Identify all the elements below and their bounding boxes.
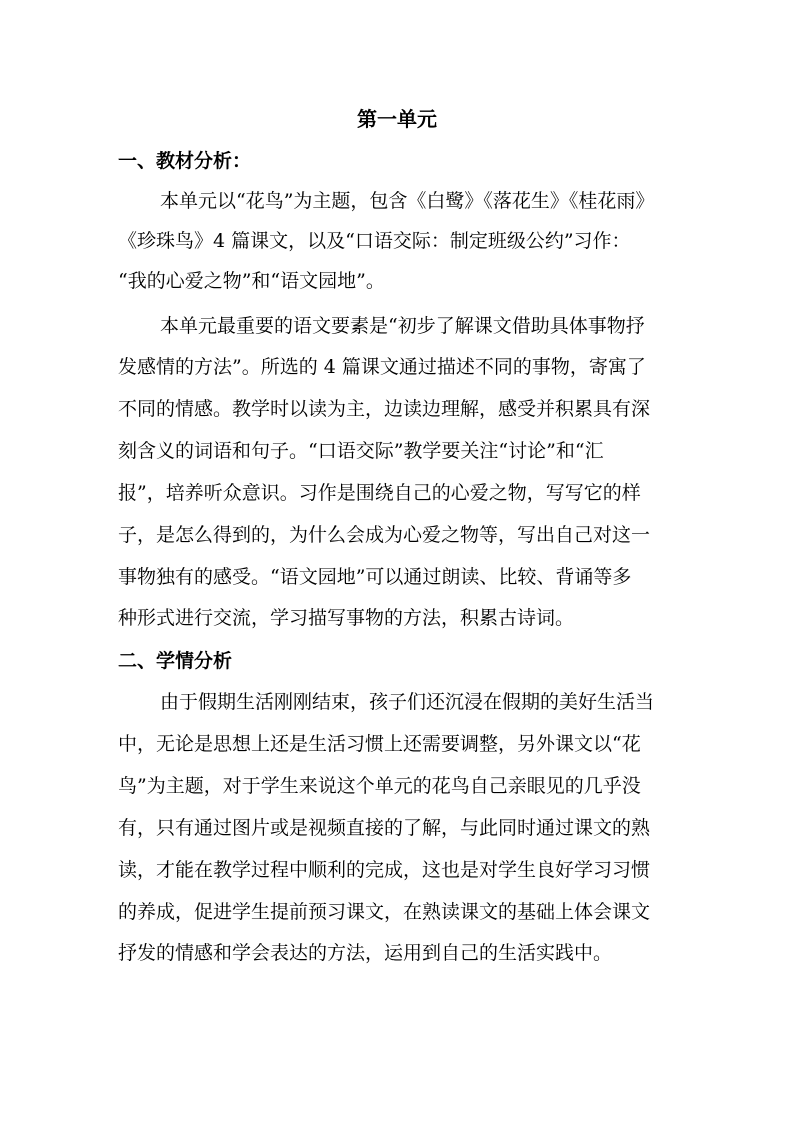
text-line: 本单元以“花鸟”为主题，包含《白鹭》《落花生》《桂花雨》 [160, 190, 655, 212]
text-line: 由于假期生活刚刚结束，孩子们还沉浸在假期的美好生活当 [160, 691, 655, 713]
text-line: 发感情的方法”。所选的 4 篇课文通过描述不同的事物，寄寓了 [118, 356, 646, 378]
text-line: “我的心爱之物”和“语文园地”。 [118, 270, 385, 292]
page-title: 第一单元 [357, 107, 437, 131]
text-line: 报”，培养听众意识。习作是围绕自己的心爱之物，写写它的样 [118, 482, 641, 504]
text-line: 抒发的情感和学会表达的方法，运用到自己的生活实践中。 [118, 942, 613, 964]
text-line: 鸟”为主题，对于学生来说这个单元的花鸟自己亲眼见的几乎没 [118, 775, 641, 797]
text-line: 的养成，促进学生提前预习课文，在熟读课文的基础上体会课文 [118, 901, 651, 923]
text-line: 《珍珠鸟》4 篇课文，以及“口语交际：制定班级公约”习作： [118, 230, 631, 252]
text-line: 事物独有的感受。“语文园地”可以通过朗读、比较、背诵等多 [118, 566, 632, 588]
text-line: 有，只有通过图片或是视频直接的了解，与此同时通过课文的熟 [118, 817, 651, 839]
text-line: 中，无论是思想上还是生活习惯上还需要调整，另外课文以“花 [118, 733, 641, 755]
section-heading-student-analysis: 二、学情分析 [118, 650, 233, 672]
text-line: 读，才能在教学过程中顺利的完成，这也是对学生良好学习习惯 [118, 859, 651, 881]
text-line: 子，是怎么得到的，为什么会成为心爱之物等，写出自己对这一 [118, 524, 651, 546]
text-line: 本单元最重要的语文要素是“初步了解课文借助具体事物抒 [160, 315, 645, 337]
text-line: 不同的情感。教学时以读为主，边读边理解，感受并积累具有深 [118, 398, 651, 420]
text-line: 种形式进行交流，学习描写事物的方法，积累古诗词。 [118, 607, 575, 629]
section-heading-textbook-analysis: 一、教材分析： [118, 150, 252, 172]
text-line: 刻含义的词语和句子。“口语交际”教学要关注“讨论”和“汇 [118, 440, 604, 462]
